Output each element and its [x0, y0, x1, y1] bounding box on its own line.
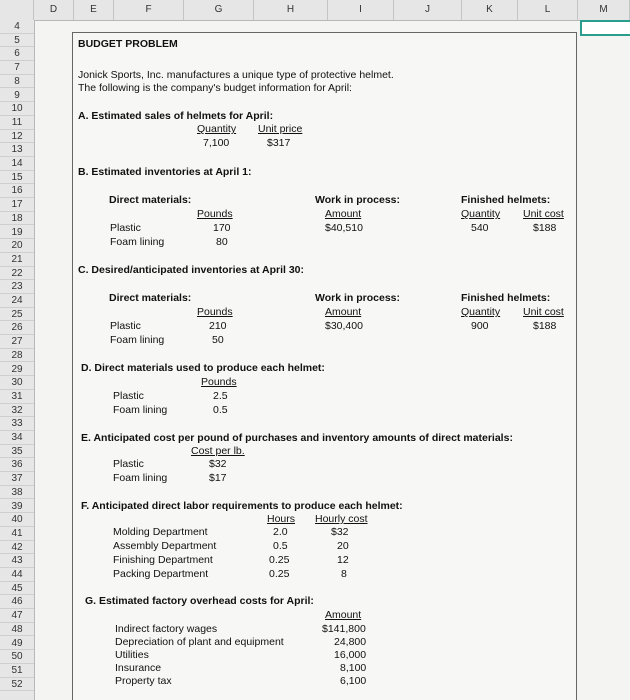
- section-b-amount-label: Amount: [325, 208, 362, 220]
- section-f-row-hours: 0.25: [269, 554, 290, 566]
- section-f-row-dept: Molding Department: [113, 526, 208, 538]
- row-header-cell[interactable]: 24: [0, 294, 34, 308]
- row-header-cell[interactable]: 51: [0, 664, 34, 678]
- row-header-cell[interactable]: 29: [0, 363, 34, 377]
- row-header-cell[interactable]: 14: [0, 157, 34, 171]
- intro-line-1: Jonick Sports, Inc. manufactures a unique type of protective helmet.: [78, 69, 394, 81]
- section-d-plastic-pounds: 2.5: [213, 390, 228, 402]
- intro-line-2: The following is the company's budget information for April:: [78, 82, 352, 94]
- row-header-cell[interactable]: 48: [0, 623, 34, 637]
- row-header-cell[interactable]: 7: [0, 61, 34, 75]
- row-header-cell[interactable]: 16: [0, 184, 34, 198]
- row-header-cell[interactable]: 32: [0, 404, 34, 418]
- section-f-row-hours: 0.25: [269, 568, 290, 580]
- section-e-foam-cost: $17: [209, 472, 227, 484]
- section-a-quantity: 7,100: [203, 137, 230, 149]
- row-header-cell[interactable]: 11: [0, 116, 34, 130]
- section-f-row-dept: Assembly Department: [113, 540, 217, 552]
- selected-cell[interactable]: [580, 20, 630, 36]
- section-a-quantity-label: Quantity: [197, 123, 237, 135]
- row-header-bar: [0, 20, 35, 700]
- row-header-cell[interactable]: 45: [0, 582, 34, 596]
- row-header-cell[interactable]: 27: [0, 335, 34, 349]
- section-b-wip-label: Work in process:: [315, 194, 400, 206]
- section-d-plastic-label: Plastic: [113, 390, 144, 402]
- section-c-dm-label: Direct materials:: [109, 292, 192, 304]
- row-header-cell[interactable]: 44: [0, 568, 34, 582]
- section-g-row-amount: 8,100: [340, 662, 367, 674]
- section-b-fg-qty: 540: [471, 222, 489, 234]
- section-g-row-amount: 16,000: [334, 649, 367, 661]
- row-header-cell[interactable]: 26: [0, 321, 34, 335]
- section-b-dm-label: Direct materials:: [109, 194, 192, 206]
- corner-cell[interactable]: [0, 0, 34, 20]
- section-b-wip-amount: $40,510: [325, 222, 363, 234]
- section-a-heading: A. Estimated sales of helmets for April:: [78, 110, 274, 122]
- section-d-heading: D. Direct materials used to produce each helmet:: [81, 362, 325, 374]
- row-header-cell[interactable]: 13: [0, 143, 34, 157]
- section-e-plastic-cost: $32: [209, 458, 227, 470]
- section-c-fg-cost: $188: [533, 320, 557, 332]
- row-header-cell[interactable]: 34: [0, 431, 34, 445]
- row-header-cell[interactable]: 47: [0, 609, 34, 623]
- section-b-heading: B. Estimated inventories at April 1:: [78, 166, 252, 178]
- section-f-row-rate: 12: [337, 554, 349, 566]
- row-header-cell[interactable]: 10: [0, 102, 34, 116]
- section-e-foam-label: Foam lining: [113, 472, 168, 484]
- row-header-cell[interactable]: 30: [0, 376, 34, 390]
- column-header-g[interactable]: G: [184, 0, 254, 20]
- column-header-d[interactable]: D: [34, 0, 74, 20]
- page-title: BUDGET PROBLEM: [78, 38, 178, 50]
- section-d-pounds-label: Pounds: [201, 376, 237, 388]
- section-a-unit-price-label: Unit price: [258, 123, 303, 135]
- column-header-i[interactable]: I: [328, 0, 394, 20]
- section-c-foam-label: Foam lining: [110, 334, 165, 346]
- row-header-cell[interactable]: 4: [0, 20, 34, 34]
- section-g-row-amount: 24,800: [334, 636, 367, 648]
- row-header-cell[interactable]: 37: [0, 472, 34, 486]
- section-c-plastic-label: Plastic: [110, 320, 141, 332]
- section-c-heading: C. Desired/anticipated inventories at April 30:: [78, 264, 305, 276]
- row-header-cell[interactable]: 50: [0, 650, 34, 664]
- section-f-heading: F. Anticipated direct labor requirements to produce each helmet:: [81, 500, 403, 512]
- section-b-foam-label: Foam lining: [110, 236, 165, 248]
- section-g-row-item: Utilities: [115, 649, 149, 661]
- section-f-row-dept: Finishing Department: [113, 554, 213, 566]
- row-header-cell[interactable]: 46: [0, 595, 34, 609]
- row-header-cell[interactable]: 38: [0, 486, 34, 500]
- section-c-wip-label: Work in process:: [315, 292, 400, 304]
- row-header-cell[interactable]: 49: [0, 637, 34, 651]
- row-header-cell[interactable]: 22: [0, 267, 34, 281]
- section-f-row-dept: Packing Department: [113, 568, 209, 580]
- row-header-cell[interactable]: 39: [0, 500, 34, 514]
- section-b-fg-cost-label: Unit cost: [523, 208, 564, 220]
- section-a-unit-price: $317: [267, 137, 291, 149]
- row-header-cell[interactable]: 18: [0, 212, 34, 226]
- section-b-fg-cost: $188: [533, 222, 557, 234]
- section-c-wip-amount: $30,400: [325, 320, 363, 332]
- row-header-cell[interactable]: 5: [0, 34, 34, 48]
- section-c-fg-qty: 900: [471, 320, 489, 332]
- row-header-cell[interactable]: 40: [0, 513, 34, 527]
- section-g-row-item: Insurance: [115, 662, 162, 674]
- row-header-cell[interactable]: 12: [0, 130, 34, 144]
- section-c-foam-pounds: 50: [212, 334, 224, 346]
- column-header-k[interactable]: K: [462, 0, 518, 20]
- section-b-pounds-label: Pounds: [197, 208, 233, 220]
- section-b-plastic-label: Plastic: [110, 222, 141, 234]
- section-g-row-amount: 6,100: [340, 675, 367, 687]
- column-header-h[interactable]: H: [254, 0, 328, 20]
- section-g-row-item: Property tax: [115, 675, 172, 687]
- row-header-cell[interactable]: 42: [0, 541, 34, 555]
- row-header-cell[interactable]: 6: [0, 47, 34, 61]
- row-header-cell[interactable]: 33: [0, 417, 34, 431]
- row-header-cell[interactable]: 15: [0, 171, 34, 185]
- row-header-cell[interactable]: 25: [0, 308, 34, 322]
- budget-sheet-content: [72, 32, 577, 700]
- section-b-foam-pounds: 80: [216, 236, 228, 248]
- section-g-heading: G. Estimated factory overhead costs for April:: [85, 595, 314, 607]
- row-header-cell[interactable]: 19: [0, 226, 34, 240]
- row-header-cell[interactable]: 52: [0, 678, 34, 692]
- section-f-row-rate: 20: [337, 540, 349, 552]
- row-header-cell[interactable]: 9: [0, 89, 34, 103]
- column-header-l[interactable]: L: [518, 0, 578, 20]
- row-header-cell[interactable]: 36: [0, 458, 34, 472]
- section-c-fg-qty-label: Quantity: [461, 306, 501, 318]
- section-e-plastic-label: Plastic: [113, 458, 144, 470]
- section-f-rate-label: Hourly cost: [315, 513, 368, 525]
- row-header-cell[interactable]: 17: [0, 198, 34, 212]
- row-header-cell[interactable]: 43: [0, 554, 34, 568]
- section-g-row-item: Indirect factory wages: [115, 623, 218, 635]
- section-e-cost-label: Cost per lb.: [191, 445, 245, 457]
- section-c-fg-label: Finished helmets:: [461, 292, 551, 304]
- row-header-cell[interactable]: 8: [0, 75, 34, 89]
- section-c-amount-label: Amount: [325, 306, 362, 318]
- row-header-cell[interactable]: 23: [0, 280, 34, 294]
- row-header-cell[interactable]: 28: [0, 349, 34, 363]
- section-f-row-hours: 2.0: [273, 526, 288, 538]
- column-header-f[interactable]: F: [114, 0, 184, 20]
- section-b-fg-qty-label: Quantity: [461, 208, 501, 220]
- section-g-row-item: Depreciation of plant and equipment: [115, 636, 284, 648]
- section-f-row-hours: 0.5: [273, 540, 288, 552]
- section-b-plastic-pounds: 170: [213, 222, 231, 234]
- row-header-cell[interactable]: 31: [0, 390, 34, 404]
- section-f-hours-label: Hours: [267, 513, 296, 525]
- section-g-amount-label: Amount: [325, 609, 362, 621]
- row-header-cell[interactable]: 41: [0, 527, 34, 541]
- section-c-plastic-pounds: 210: [209, 320, 227, 332]
- section-g-row-amount: $141,800: [322, 623, 366, 635]
- column-header-m[interactable]: M: [578, 0, 630, 20]
- section-d-foam-label: Foam lining: [113, 404, 168, 416]
- section-f-row-rate: 8: [341, 568, 347, 580]
- column-header-e[interactable]: E: [74, 0, 114, 20]
- column-header-j[interactable]: J: [394, 0, 462, 20]
- section-f-row-rate: $32: [331, 526, 349, 538]
- section-b-fg-label: Finished helmets:: [461, 194, 551, 206]
- row-header-cell[interactable]: 21: [0, 253, 34, 267]
- section-d-foam-pounds: 0.5: [213, 404, 228, 416]
- section-c-pounds-label: Pounds: [197, 306, 233, 318]
- column-header-bar: [0, 0, 630, 21]
- section-e-heading: E. Anticipated cost per pound of purchases and inventory amounts of direct materials:: [81, 432, 513, 444]
- section-c-fg-cost-label: Unit cost: [523, 306, 564, 318]
- row-header-cell[interactable]: 35: [0, 445, 34, 459]
- row-header-cell[interactable]: 20: [0, 239, 34, 253]
